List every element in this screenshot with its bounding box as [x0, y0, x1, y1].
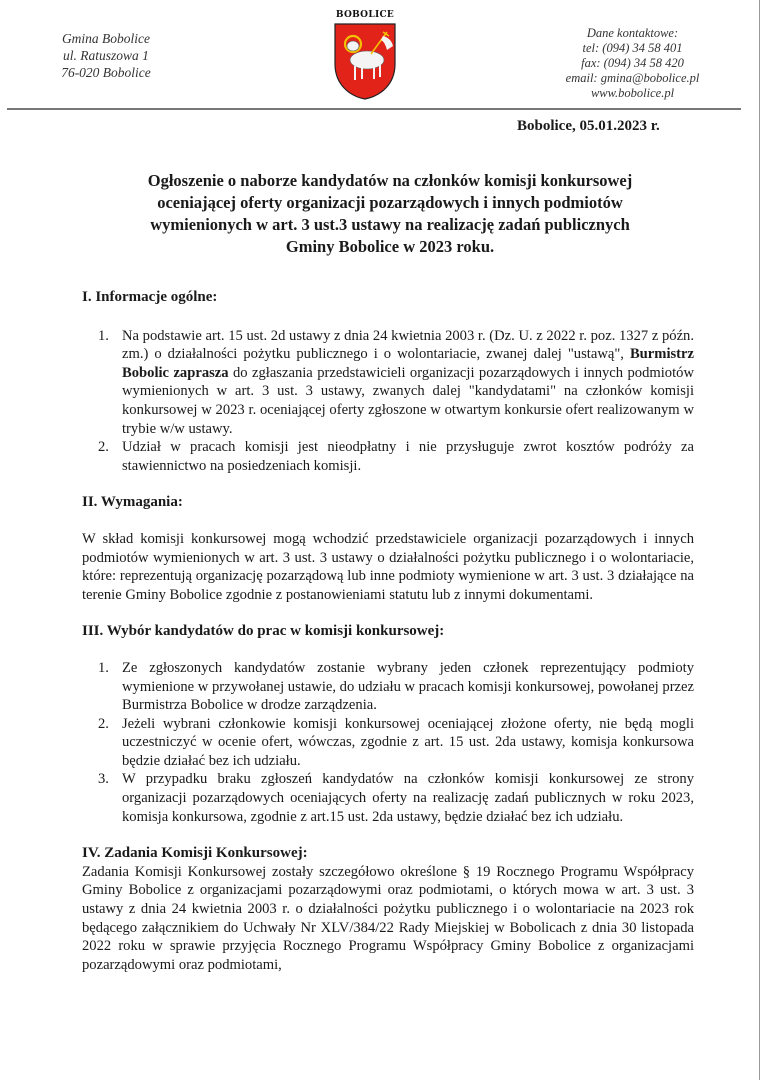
paragraph-text: Udział w pracach komisji jest nieodpłatny i nie przysługuje zwrot kosztów podróży za stawiennictwo na posiedzeniach komisji. — [122, 439, 694, 474]
list-item — [82, 770, 694, 826]
crest-label: BOBOLICE — [335, 10, 395, 20]
coat-of-arms — [331, 10, 399, 100]
contact-email[interactable]: email: gmina@bobolice.pl — [565, 71, 700, 85]
requirements-paragraph: W skład komisji konkursowej mogą wchodzić przedstawiciele organizacji pozarządowych i innych podmiotów wymienionych w art. 3 ust. 3 ustawy o działalności pożytku publicznego i o wolontariacie, które: reprezentują organizację pozarządową lub inne podmioty wymienione w art. 3 ust. 3 działające na terenie Gminy Bobolice zgodnie z postanowieniami statutu lub z innymi dokumentami. — [82, 530, 694, 603]
address-line: ul. Ratuszowa 1 — [63, 48, 149, 63]
contact-website[interactable]: www.bobolice.pl — [590, 86, 675, 100]
list-item — [82, 659, 694, 715]
page-edge — [759, 0, 760, 1080]
list-number: 2. — [98, 715, 109, 732]
document-title — [95, 170, 685, 258]
section-heading-general-info: I. Informacje ogólne: — [82, 289, 218, 305]
title-line: Gminy Bobolice w 2023 roku. — [285, 237, 495, 256]
contact-fax: fax: (094) 34 58 420 — [581, 56, 684, 70]
section-heading-commission-tasks: IV. Zadania Komisji Konkursowej: — [82, 845, 308, 862]
paragraph-text: Na podstawie art. 15 ust. 2d ustawy z dnia 24 kwietnia 2003 r. (Dz. U. z 2022 r. poz. 1327 z późn. zm.) o działalności pożytku publicznego i o wolontariacie, zwanej dalej "ustawą", — [122, 327, 694, 363]
contact-heading: Dane kontaktowe: — [586, 26, 679, 40]
letterhead — [0, 0, 763, 110]
document-body — [82, 288, 694, 974]
commission-tasks-paragraph: Zadania Komisji Konkursowej zostały szczegółowo określone § 19 Rocznego Programu Współpracy Gminy Bobolice z organizacjami pozarządowymi oraz podmiotami, o których mowa w art. 3 ust. 3 ustawy z dnia 24 kwietnia 2003 r. o działalności pożytku publicznego i o wolontariacie na 2023 rok będącego załącznikiem do Uchwały Nr XLV/384/22 Rady Miejskiej w Bobolicach z dnia 30 listopada 2022 roku w sprawie przyjęcia Rocznego Programu Współpracy Gminy Bobolice z organizacjami pozarządowymi oraz podmiotami, — [82, 863, 694, 973]
list-item — [82, 327, 694, 439]
list-item — [82, 715, 694, 771]
document-date: Bobolice, 05.01.2023 r. — [517, 118, 660, 134]
title-line: Ogłoszenie o naborze kandydatów na członków komisji konkursowej — [147, 171, 633, 190]
paragraph-text: Ze zgłoszonych kandydatów zostanie wybrany jeden członek reprezentujący podmioty wymienione w przywołanej ustawie, do udziału w pracach komisji konkursowej, powołanej przez Burmistrza Bobolice w drodze zarządzenia. — [122, 659, 694, 714]
coat-of-arms-lamb-icon — [331, 20, 399, 100]
address-line: Gmina Bobolice — [61, 31, 151, 46]
paragraph-text: W przypadku braku zgłoszeń kandydatów na członków komisji konkursowej ze strony organizacji pozarządowych oceniających oferty na realizację zadań publicznych w roku 2023, komisja konkursowa, zgodnie z art.15 ust. 2da ustawy, będzie działać bez ich udziału. — [122, 771, 694, 825]
paragraph-text: Jeżeli wybrani członkowie komisji konkursowej oceniającej złożone oferty, nie będą mogli uczestniczyć w ocenie ofert, wówczas, zgodnie z art. 15 ust. 2da ustawy, komisja konkursowa będzie działać bez ich udziału. — [122, 715, 694, 769]
general-info-list — [82, 327, 694, 476]
contact-phone: tel: (094) 34 58 401 — [582, 41, 683, 55]
section-heading-requirements: II. Wymagania: — [82, 494, 183, 511]
list-number: 1. — [98, 659, 109, 676]
list-item — [82, 438, 694, 475]
paragraph-text: do zgłaszania przedstawicieli organizacji pozarządowych i innych podmiotów wymienionych w art. 3 ust. 3 ustawy, zwanych dalej "kandydatami" na członków komisji konkursowej w 2023 r. oceniającej oferty zgłoszone w otwartym konkursie ofert realizowanym w trybie w/w ustawy. — [122, 364, 694, 437]
title-line: wymienionych w art. 3 ust.3 ustawy na realizację zadań publicznych — [150, 215, 630, 234]
section-heading-candidate-selection: III. Wybór kandydatów do prac w komisji konkursowej: — [82, 623, 445, 640]
contact-details — [545, 26, 720, 101]
list-number: 3. — [98, 771, 109, 788]
address-line: 76-020 Bobolice — [61, 65, 151, 80]
list-number: 2. — [98, 439, 109, 456]
municipality-address — [46, 30, 166, 81]
list-number: 1. — [98, 327, 109, 344]
title-line: oceniającej oferty organizacji pozarządowych i innych podmiotów — [157, 193, 623, 212]
letterhead-divider — [7, 108, 741, 110]
emphasis-text: Burmistrz Bobolic zaprasza — [122, 346, 694, 381]
candidate-selection-list — [82, 659, 694, 826]
